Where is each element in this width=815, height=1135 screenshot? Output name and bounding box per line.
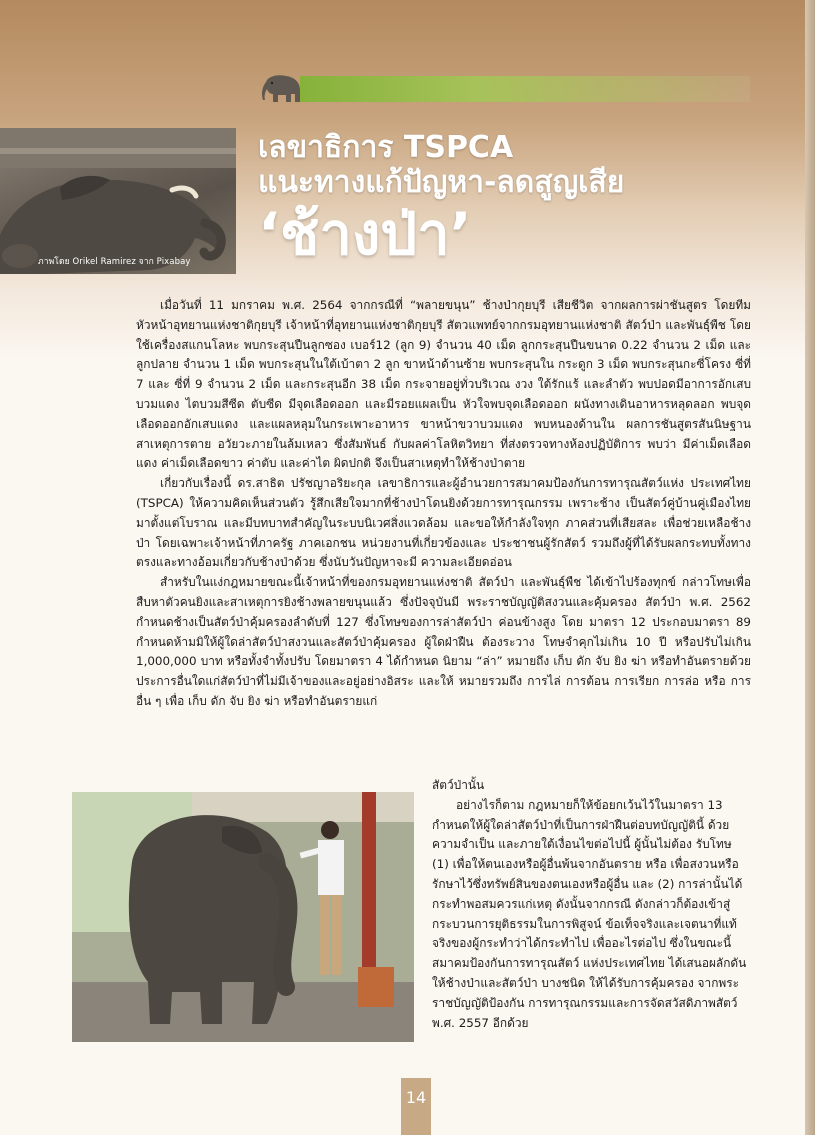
paragraph-3: สำหรับในแง่กฎหมายขณะนี้เจ้าหน้าที่ของกรมอุทยานแห่งชาติ สัตว์ป่า และพันธุ์พืช ได้เข้าไปร้องทุกข์ กล่าวโทษเพื่อสืบหาตัวคนยิงและสาเหตุการยิงช้างพลายขนุนแล้ว ซึ่งปัจจุบันมี พระราชบัญญัติสงวนและคุ้มครอง สัตว์ป่า พ.ศ. 2562 กำหนดช้างเป็นสัตว์ป่าคุ้มครองลำดับที่ 127 ซึ่งโทษของการล่าสัตว์ป่า ค่อนข้างสูง โดย มาตรา 12 ประกอบมาตรา 89 กำหนดห้ามมิให้ผู้ใดล่าสัตว์ป่าสงวนและสัตว์ป่าคุ้มครอง ผู้ใดฝ่าฝืน ต้องระวาง โทษจำคุกไม่เกิน 10 ปี หรือปรับไม่เกิน 1,000,000 บาท หรือทั้งจำทั้งปรับ โดยมาตรา 4 ได้กำหนด นิยาม “ล่า” หมายถึง เก็บ ดัก จับ ยิง ฆ่า หรือทำอันตรายด้วยประการอื่นใดแก่สัตว์ป่าที่ไม่มีเจ้าของและอยู่อย่างอิสระ และให้ หมายรวมถึง การไล่ การต้อน การเรียก การล่อ หรือ การอื่น ๆ เพื่อ เก็บ ดัก จับ ยิง ฆ่า หรือทำอันตรายแก่ bbox=[136, 575, 751, 708]
header-accent-bar bbox=[300, 76, 750, 102]
elephant-lying-illustration bbox=[0, 128, 236, 274]
elephant-with-man-photo bbox=[72, 792, 414, 1042]
title-line-1: เลขาธิการ TSPCA bbox=[258, 130, 514, 165]
elephant-icon bbox=[258, 72, 306, 108]
paragraph-4: อย่างไรก็ตาม กฎหมายก็ให้ข้อยกเว้นไว้ในมาตรา 13 กำหนดให้ผู้ใดล่าสัตว์ป่าที่เป็นการฝ่าฝืนต่อบทบัญญัตินี้ ด้วยความจำเป็น และภายใต้เงื่อนไขต่อไปนี้ ผู้นั้นไม่ต้อง รับโทษ (1) เพื่อให้ตนเองหรือผู้อื่นพ้นจากอันตราย หรือ เพื่อสงวนหรือรักษาไว้ซึ่งทรัพย์สินของตนเองหรือผู้อื่น และ (2) การล่านั้นได้กระทำพอสมควรแก่เหตุ ดังนั้นจากกรณี ดังกล่าวก็ต้องเข้าสู่กระบวนการยุติธรรมในการพิสูจน์ ข้อเท็จจริงและเจตนาที่แท้จริงของผู้กระทำว่าได้กระทำไป เพื่ออะไรต่อไป ซึ่งในขณะนี้ สมาคมป้องกันการทารุณสัตว์ แห่งประเทศไทย ได้เสนอผลักดันให้ช้างป่าและสัตว์ป่า บางชนิด ให้ได้รับการคุ้มครอง จากพระราชบัญญัติป้องกัน การทารุณกรรมและการจัดสวัสดิภาพสัตว์ พ.ศ. 2557 อีกด้วย bbox=[432, 797, 747, 1030]
title-line-2: แนะทางแก้ปัญหา-ลดสูญเสีย bbox=[258, 165, 625, 200]
second-column bbox=[432, 776, 752, 1033]
page-number: 14 bbox=[401, 1078, 431, 1135]
paragraph-1: เมื่อวันที่ 11 มกราคม พ.ศ. 2564 จากกรณีที่ “พลายขนุน” ช้างป่ากุยบุรี เสียชีวิต จากผลการผ่าชันสูตร โดยทีมหัวหน้าอุทยานแห่งชาติกุยบุรี เจ้าหน้าที่อุทยานแห่งชาติกุยบุรี สัตวแพทย์จากกรมอุทยานแห่งชาติ สัตว์ป่า และพันธุ์พืช โดยใช้เครื่องสแกนโลหะ พบกระสุนปืนลูกซอง เบอร์12 (ลูก 9) จำนวน 40 เม็ด ลูกกระสุนปืนขนาด 0.22 จำนวน 2 เม็ด และลูกปลาย จำนวน 1 เม็ด พบกระสุนในใต้เบ้าตา 2 ลูก ขาหน้าด้านซ้าย พบกระสุนใน กระดูก 3 เม็ด พบกระสุนกะซี่โครง ซี่ที่ 7 และ ซี่ที่ 9 จำนวน 2 เม็ด และกระสุนอีก 38 เม็ด กระจายอยู่ทั่วบริเวณ งวง ใต้รักแร้ และลำตัว พบปอดมีอาการอักเสบบวมแดง ไตบวมสีซีด ตับซีด มีจุดเลือดออก และมีรอยแผลเป็น หัวใจพบจุดเลือดออก ผนังทางเดินอาหารหลุดลอก พบจุดเลือดออกอักเสบแดง และแผลหลุมในกระเพาะอาหาร ขาหน้าขวาบวมแดง พบหนองด้านใน ผลการชันสูตรสันนิษฐานสาเหตุการตาย อวัยวะภายในล้มเหลว ซึ่งสัมพันธ์ กับผลค่าโลหิตวิทยา ที่ส่งตรวจทางห้องปฏิบัติการ พบว่า มีค่าเม็ดเลือดแดง ค่าเม็ดเลือดขาว ค่าตับ และค่าไต ผิดปกติ จึงเป็นสาเหตุทำให้ช้างป่าตาย bbox=[136, 298, 751, 471]
hero-elephant-photo bbox=[0, 128, 236, 274]
paragraph-2: เกี่ยวกับเรื่องนี้ ดร.สาธิต ปรัชญาอริยะกุล เลขาธิการและผู้อำนวยการสมาคมป้องกันการทารุณสัตว์แห่ง ประเทศไทย (TSPCA) ให้ความคิดเห็นส่วนตัว รู้สึกเสียใจมากที่ช้างป่าโดนยิงด้วยการทารุณกรรม เพราะช้าง เป็นสัตว์คู่บ้านคู่เมืองไทยมาตั้งแต่โบราณ และมีบทบาทสำคัญในระบบนิเวศสิ่งแวดล้อม และขอให้กำลังใจทุก ภาคส่วนที่เสียสละ เพื่อช่วยเหลือช้างป่า โดยเฉพาะเจ้าหน้าที่ภาครัฐ ภาคเอกชน หน่วยงานที่เกี่ยวข้องและ ประชาชนผู้รักสัตว์ รวมถึงผู้ที่ได้รับผลกระทบทั้งทางตรงและทางอ้อมเกี่ยวกับช้างป่าด้วย ซึ่งนับวันปัญหาจะมี ความละเอียดอ่อน bbox=[136, 476, 751, 570]
page-edge bbox=[805, 0, 815, 1135]
title-line-3: ‘ช้างป่า’ bbox=[258, 200, 472, 268]
article-title bbox=[258, 130, 778, 270]
article-body bbox=[136, 296, 751, 712]
photo-caption: ภาพโดย Orikel Ramirez จาก Pixabay bbox=[38, 257, 191, 267]
elephant-standing-illustration bbox=[72, 792, 414, 1042]
paragraph-3-continued: สัตว์ป่านั้น bbox=[432, 778, 485, 792]
